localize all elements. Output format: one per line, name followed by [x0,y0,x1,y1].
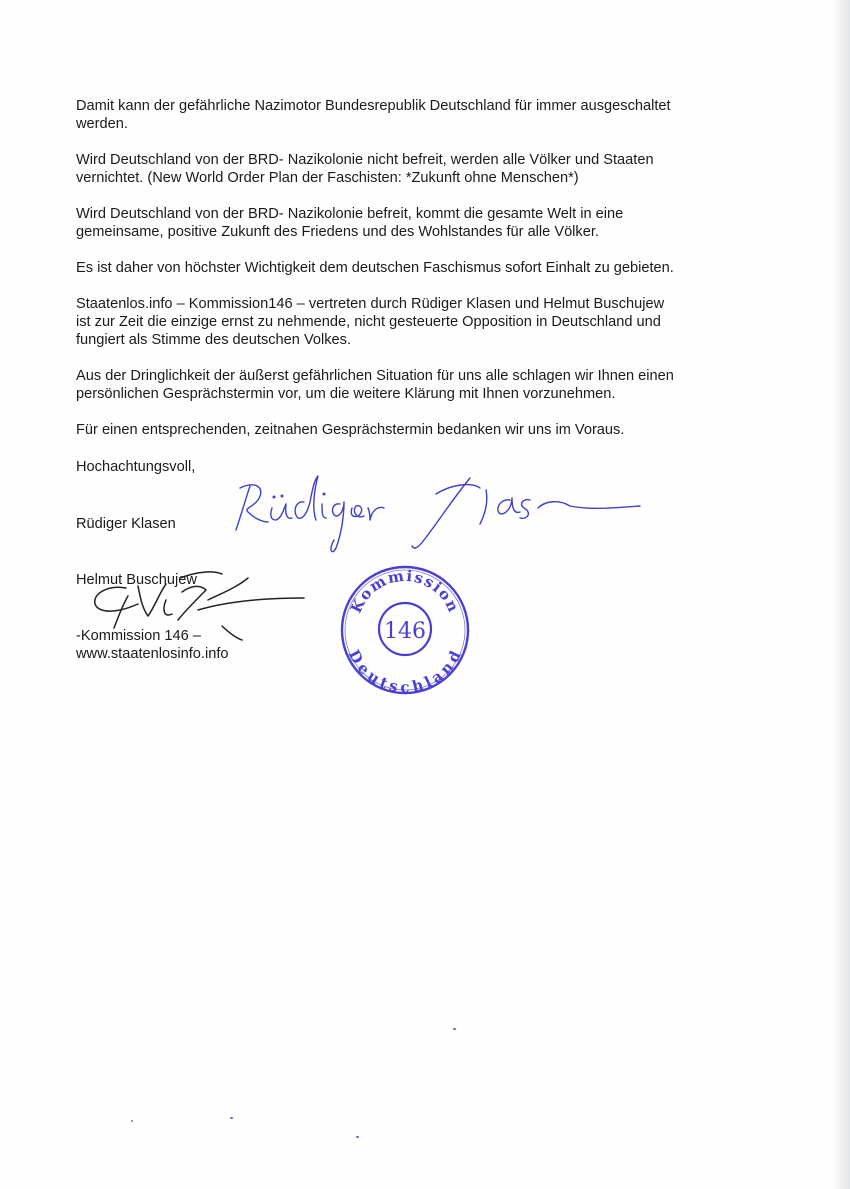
paragraph-line: fungiert als Stimme des deutschen Volkes. [76,332,351,348]
paragraph-line: Wird Deutschland von der BRD- Nazikolonie nicht befreit, werden alle Völker und Staaten [76,152,654,168]
paragraph-line: vernichtet. (New World Order Plan der Faschisten: *Zukunft ohne Menschen*) [76,170,579,186]
paragraph-7 [76,421,766,439]
organization-name: -Kommission 146 – [76,628,201,644]
paragraph-line: Staatenlos.info – Kommission146 – vertreten durch Rüdiger Klasen und Helmut Buschujew [76,296,665,312]
signature-klasen [236,476,640,552]
stamp-bottom-text [345,647,466,696]
stamp-center-number: 146 [384,619,426,644]
paragraph-4 [76,259,766,277]
paragraph-6 [76,367,766,403]
scan-speck [131,1120,133,1122]
stamp-top-textpath: Kommission [346,566,464,616]
stamp-inner-ring [345,570,465,690]
paragraph-line: Damit kann der gefährliche Nazimotor Bundesrepublik Deutschland für immer ausgeschaltet [76,98,671,114]
stamp-kommission-146 [342,566,468,696]
paragraph-line: ist zur Zeit die einzige ernst zu nehmende, nicht gesteuerte Opposition in Deutschland und [76,314,661,330]
letter-body [76,97,766,457]
scan-speck [230,1117,233,1119]
page-edge-shadow [832,0,850,1189]
stamp-bottom-textpath: Deutschland [344,646,466,697]
paragraph-line: Es ist daher von höchster Wichtigkeit dem deutschen Faschismus sofort Einhalt zu gebieten. [76,260,674,276]
paragraph-line: persönlichen Gesprächstermin vor, um die weitere Klärung mit Ihnen vorzunehmen. [76,386,616,402]
paragraph-5 [76,295,766,349]
paragraph-3 [76,205,766,241]
paragraph-line: gemeinsame, positive Zukunft des Friedens und des Wohlstandes für alle Völker. [76,224,599,240]
stamp-outer-ring [342,567,468,693]
stamp-top-text [347,566,463,615]
paragraph-line: Aus der Dringlichkeit der äußerst gefährlichen Situation für uns alle schlagen wir Ihnen einen [76,368,674,384]
closing-phrase: Hochachtungsvoll, [76,459,196,475]
scan-speck [356,1136,359,1138]
paragraph-line: Wird Deutschland von der BRD- Nazikolonie befreit, kommt die gesamte Welt in eine [76,206,624,222]
organization-block [76,627,229,663]
signatory-name-1: Rüdiger Klasen [76,516,176,532]
paragraph-line: Für einen entsprechenden, zeitnahen Gesprächstermin bedanken wir uns im Voraus. [76,422,625,438]
stamp-center-circle [379,603,431,655]
scan-speck [453,1028,456,1030]
website-text: www.staatenlosinfo.info [76,646,229,662]
paragraph-2 [76,151,766,187]
paragraph-line: werden. [76,116,128,132]
signatory-name-2: Helmut Buschujew [76,572,197,588]
paragraph-1 [76,97,766,133]
